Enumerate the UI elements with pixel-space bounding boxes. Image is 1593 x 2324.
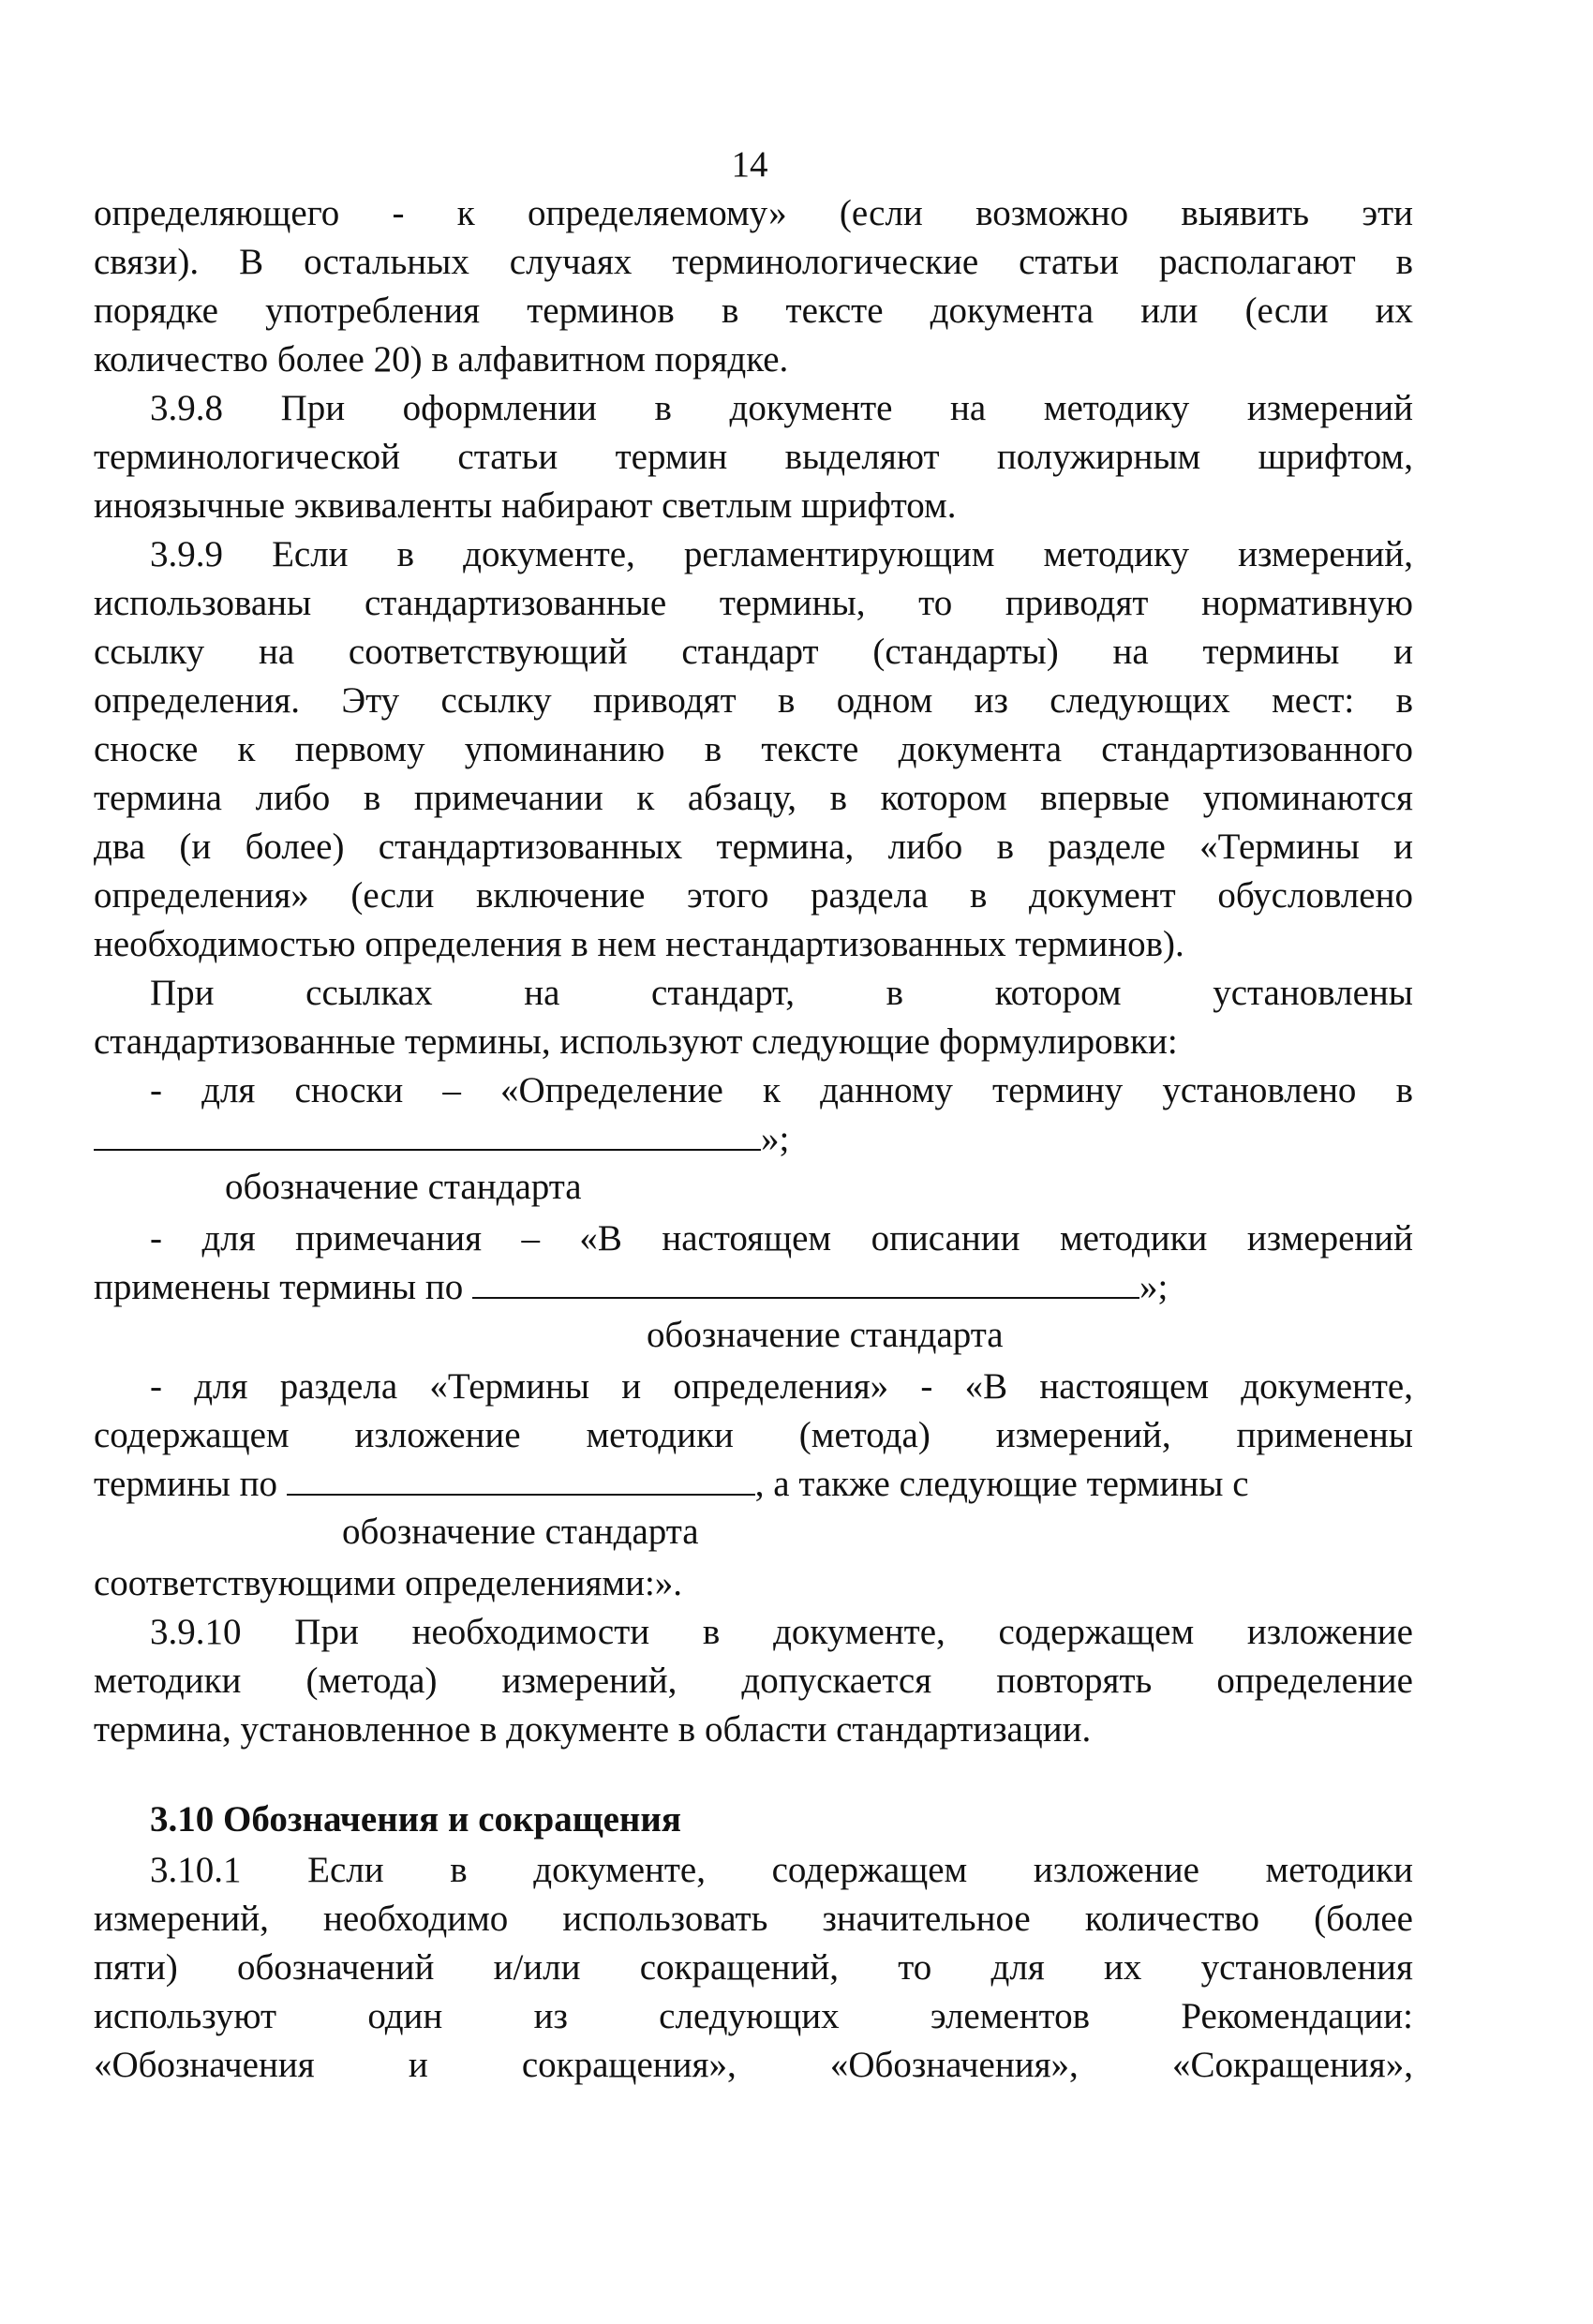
section-heading-3-10: 3.10 Обозначения и сокращения: [150, 1799, 681, 1840]
blank-caption: обозначение стандарта: [647, 1315, 1004, 1355]
text-line: ссылку на соответствующий стандарт (стандарты) на термины и: [94, 632, 1413, 672]
text-line: определения. Эту ссылку приводят в одном из следующих мест: в: [94, 680, 1413, 721]
standard-blank: [472, 1265, 1139, 1299]
blank-caption: обозначение стандарта: [225, 1167, 582, 1207]
text-fragment: термины по: [94, 1464, 278, 1504]
note-blank-line: [94, 1263, 1413, 1312]
standard-blank: [94, 1117, 761, 1151]
text-line: методики (метода) измерений, допускается повторять определение: [94, 1661, 1413, 1701]
text-line: порядке употребления терминов в тексте документа или (если их: [94, 290, 1413, 331]
text-line: термина либо в примечании к абзацу, в котором впервые упоминаются: [94, 778, 1413, 818]
text-line: «Обозначения и сокращения», «Обозначения», «Сокращения»,: [94, 2045, 1413, 2085]
text-fragment: применены термины по: [94, 1267, 464, 1307]
text-fragment: , а также следующие термины с: [754, 1464, 1249, 1504]
note-formula-line: - для примечания – «В настоящем описании методики измерений: [150, 1218, 1413, 1259]
closing-quote: »;: [1139, 1267, 1169, 1307]
text-line: термина, установленное в документе в области стандартизации.: [94, 1709, 1092, 1750]
footnote-formula-line: - для сноски – «Определение к данному термину установлено в: [150, 1070, 1413, 1110]
section-blank-line: [94, 1460, 1413, 1509]
text-line: количество более 20) в алфавитном порядке.: [94, 339, 789, 380]
text-line: При ссылках на стандарт, в котором установлены: [150, 973, 1413, 1013]
text-line: сноске к первому упоминанию в тексте документа стандартизованного: [94, 729, 1413, 769]
closing-quote: »;: [761, 1119, 790, 1159]
text-line: связи). В остальных случаях терминологические статьи располагают в: [94, 242, 1413, 282]
text-line: содержащем изложение методики (метода) измерений, применены: [94, 1415, 1413, 1455]
text-line: иноязычные эквиваленты набирают светлым шрифтом.: [94, 485, 957, 526]
section-formula-line: - для раздела «Термины и определения» - «В настоящем документе,: [150, 1366, 1413, 1407]
text-line: измерений, необходимо использовать значительное количество (более: [94, 1899, 1413, 1939]
text-line: определения» (если включение этого раздела в документ обусловлено: [94, 875, 1413, 916]
standard-blank: [287, 1462, 755, 1496]
text-line: использованы стандартизованные термины, то приводят нормативную: [94, 583, 1413, 623]
paragraph-3-9-9: 3.9.9 Если в документе, регламентирующим методику измерений,: [150, 534, 1413, 574]
text-line: определяющего - к определяемому» (если возможно выявить эти: [94, 193, 1413, 233]
text-line: соответствующими определениями:».: [94, 1563, 683, 1603]
text-line: необходимостью определения в нем нестандартизованных терминов).: [94, 924, 1184, 964]
text-line: стандартизованные термины, используют следующие формулировки:: [94, 1021, 1178, 1062]
paragraph-3-9-8: 3.9.8 При оформлении в документе на методику измерений: [150, 388, 1413, 428]
text-line: пяти) обозначений и/или сокращений, то для их установления: [94, 1947, 1413, 1988]
text-line: два (и более) стандартизованных термина, либо в разделе «Термины и: [94, 827, 1413, 867]
footnote-blank-line: [94, 1115, 1413, 1164]
page-number: 14: [731, 144, 768, 185]
text-line: терминологической статьи термин выделяют полужирным шрифтом,: [94, 437, 1413, 477]
paragraph-3-9-10: 3.9.10 При необходимости в документе, содержащем изложение: [150, 1612, 1413, 1652]
text-line: используют один из следующих элементов Рекомендации:: [94, 1996, 1413, 2036]
paragraph-3-10-1: 3.10.1 Если в документе, содержащем изложение методики: [150, 1850, 1413, 1890]
blank-caption: обозначение стандарта: [342, 1512, 699, 1552]
